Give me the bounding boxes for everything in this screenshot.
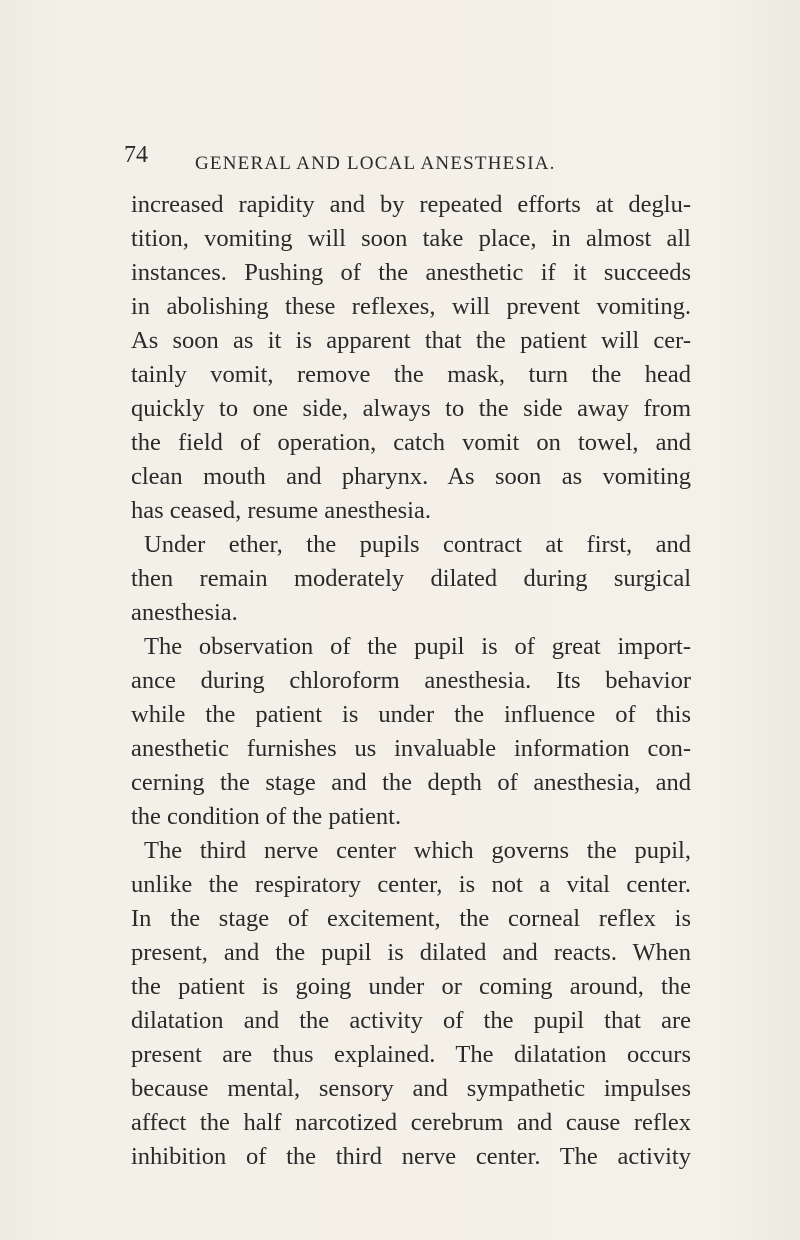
text-line: the patient is going under or coming around, the (131, 973, 691, 1000)
text-line: anesthesia. (131, 599, 238, 626)
text-line: affect the half narcotized cerebrum and cause reflex (131, 1109, 691, 1136)
text-line: the field of operation, catch vomit on towel, and (131, 429, 691, 456)
text-line: while the patient is under the influence of this (131, 701, 691, 728)
text-line: The third nerve center which governs the pupil, (144, 837, 691, 864)
text-line: the condition of the patient. (131, 803, 402, 830)
text-line: Under ether, the pupils contract at first, and (144, 531, 691, 558)
text-line: clean mouth and pharynx. As soon as vomiting (131, 463, 691, 490)
text-line: has ceased, resume anesthesia. (131, 497, 431, 524)
text-line: quickly to one side, always to the side away from (131, 395, 691, 422)
text-line: As soon as it is apparent that the patient will cer- (131, 327, 691, 354)
text-line: increased rapidity and by repeated efforts at deglu- (131, 191, 691, 218)
text-line: because mental, sensory and sympathetic impulses (131, 1075, 691, 1102)
text-line: tainly vomit, remove the mask, turn the head (131, 361, 691, 388)
text-line: present, and the pupil is dilated and reacts. When (131, 939, 691, 966)
text-line: tition, vomiting will soon take place, in almost all (131, 225, 691, 252)
page-number: 74 (124, 142, 148, 168)
text-line: The observation of the pupil is of great import- (144, 633, 691, 660)
text-line: inhibition of the third nerve center. The activity (131, 1143, 691, 1170)
running-head: GENERAL AND LOCAL ANESTHESIA. (195, 153, 556, 174)
text-line: present are thus explained. The dilatation occurs (131, 1041, 691, 1068)
text-line: instances. Pushing of the anesthetic if it succeeds (131, 259, 691, 286)
text-line: In the stage of excitement, the corneal reflex is (131, 905, 691, 932)
body-text (131, 188, 691, 1174)
text-line: anesthetic furnishes us invaluable information con- (131, 735, 691, 762)
text-line: dilatation and the activity of the pupil that are (131, 1007, 691, 1034)
text-line: ance during chloroform anesthesia. Its behavior (131, 667, 691, 694)
text-line: in abolishing these reflexes, will prevent vomiting. (131, 293, 691, 320)
text-line: then remain moderately dilated during surgical (131, 565, 691, 592)
text-line: unlike the respiratory center, is not a vital center. (131, 871, 691, 898)
text-line: cerning the stage and the depth of anesthesia, and (131, 769, 691, 796)
